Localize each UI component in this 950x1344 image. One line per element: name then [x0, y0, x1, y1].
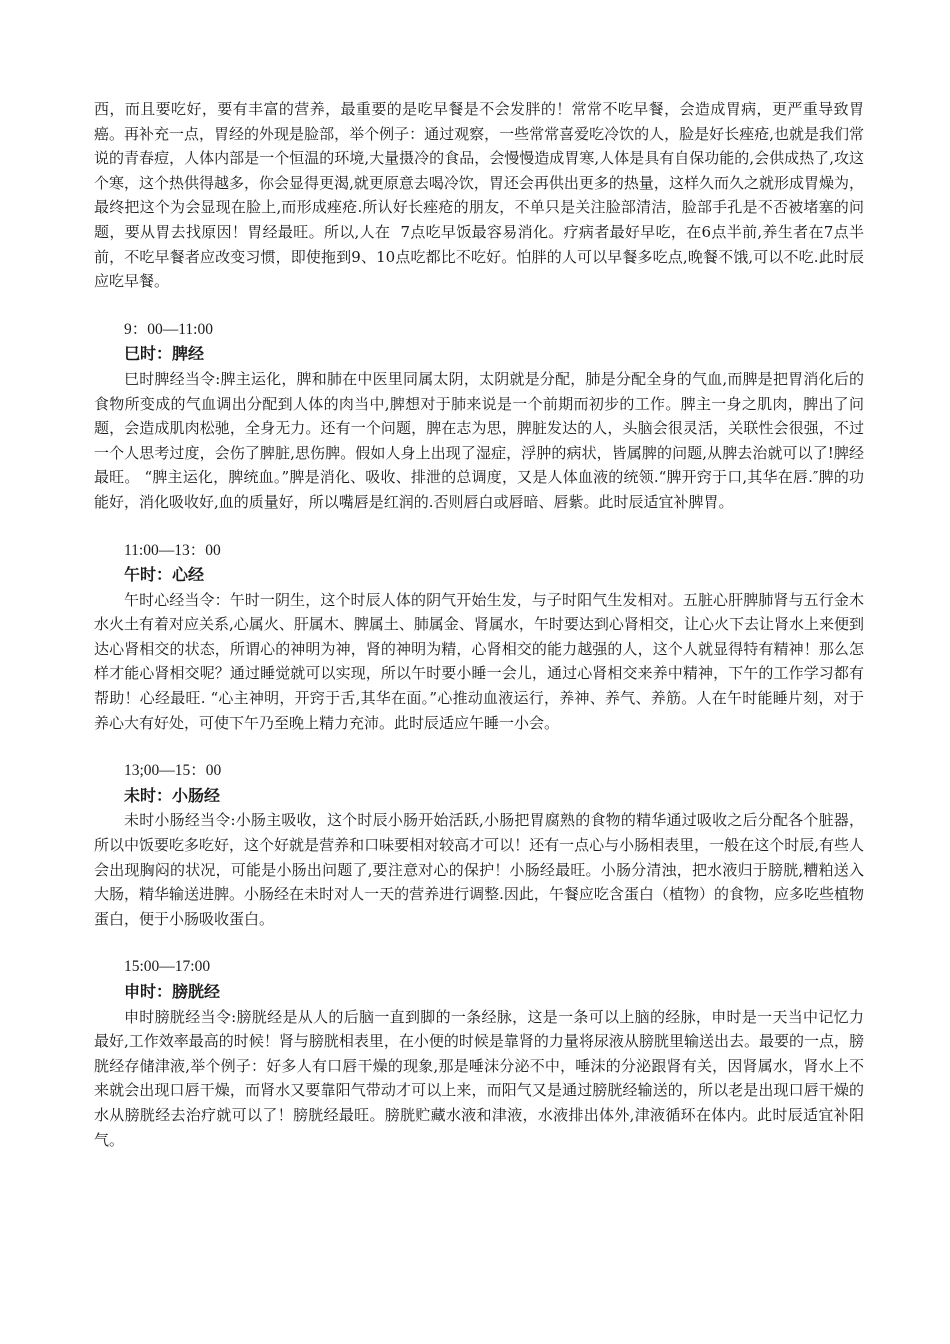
intro-paragraph: 西，而且要吃好，要有丰富的营养，最重要的是吃早餐是不会发胖的！常常不吃早餐，会造成胃病，更严重导致胃癌。再补充一点，胃经的外现是脸部，举个例子：通过观察，一些常常喜爱吃冷饮的人，脸是好长痤疮,也就是我们常说的青春痘，人体内部是一个恒温的环境,大量摄冷的食品，会慢慢造成胃寒,人体是具有自保功能的,会供成热了,攻这个寒，这个热供得越多，你会显得更渴,就更原意去喝冷饮，胃还会再供出更多的热量，这样久而久之就形成胃燥为，最终把这个为会显现在脸上,而形成痤疮.所认好长痤疮的朋友，不单只是关注脸部清洁，脸部手孔是不否被堵塞的问题，要从胃去找原因！胃经最旺。所以,人在 7点吃早饭最容易消化。疗病者最好早吃，在6点半前,养生者在7点半前，不吃早餐者应改变习惯，即使拖到9、10点吃都比不吃好。怕胖的人可以早餐多吃点,晚餐不饿,可以不吃.此时辰应吃早餐。: [94, 100, 864, 291]
section-body: 未时小肠经当令:小肠主吸收，这个时辰小肠开始活跃,小肠把胃腐熟的食物的精华通过吸收之后分配各个脏器，所以中饭要吃多吃好，这个好就是营养和口味要相对较高才可以！还有一点心与小肠相表里，一般在这个时辰,有些人会出现胸闷的状况，可能是小肠出问题了,要注意对心的保护！小肠经最旺。小肠分清浊，把水液归于膀胱,糟粕送入大肠，精华输送进脾。小肠经在未时对人一天的营养进行调整.因此，午餐应吃含蛋白（植物）的食物，应多吃些植物蛋白，便于小肠吸收蛋白。: [94, 811, 864, 928]
document-page: [94, 97, 864, 1152]
section-heading: 未时：小肠经: [124, 785, 221, 805]
section-wu-shi: [94, 539, 864, 736]
section-time: 11:00—13：00: [124, 541, 221, 559]
section-body: 午时心经当令：午时一阴生，这个时辰人体的阴气开始生发，与子时阳气生发相对。五脏心肝脾肺肾与五行金木水火土有着对应关系,心属火、肝属木、脾属土、肺属金、肾属水，午时要达到心肾相交，让心火下去让肾水上来便到达心肾相交的状态，所谓心的神明为神，肾的神明为精，心肾相交的能力越强的人，这个人就显得特有精神！那么怎样才能心肾相交呢？通过睡觉就可以实现，所以午时要小睡一会儿，通过心肾相交来养中精神，下午的工作学习都有帮助！心经最旺. “心主神明，开窍于舌,其华在面。”心推动血液运行，养神、养气、养筋。人在午时能睡片刻，对于养心大有好处，可使下午乃至晚上精力充沛。此时辰适应午睡一小会。: [94, 590, 864, 732]
section-body: 巳时脾经当令:脾主运化，脾和肺在中医里同属太阴，太阴就是分配，肺是分配全身的气血,而脾是把胃消化后的食物所变成的气血调出分配到人体的肉当中,脾想对于肺来说是一个前期而初步的工作。脾主一身之肌肉，脾出了问题，会造成肌肉松驰，全身无力。还有一个问题，脾在志为思，脾脏发达的人，头脑会很灵活，关联性会很强，不过一个人思考过度，会伤了脾脏,思伤脾。假如人身上出现了湿症，浮肿的病状，皆属脾的问题,从脾去治就可以了!脾经最旺。 “脾主运化，脾统血。”脾是消化、吸收、排泄的总调度，又是人体血液的统领.“脾开窍于口,其华在唇.″脾的功能好，消化吸收好,血的质量好，所以嘴唇是红润的.否则唇白或唇暗、唇紫。此时辰适宜补脾胃。: [94, 369, 864, 511]
section-body: 申时膀胱经当令:膀胱经是从人的后脑一直到脚的一条经脉，这是一条可以上脑的经脉，申时是一天当中记忆力最好,工作效率最高的时候！肾与膀胱相表里，在小便的时候是靠肾的力量将尿液从膀胱里输送出去。最要的一点，膀胱经存储津液,举个例子：好多人有口唇干燥的现象,那是唾沫分泌不中，唾沫的分泌跟肾有关，因肾属水，肾水上不来就会出现口唇干燥，而肾水又要靠阳气带动才可以上来，而阳气又是通过膀胱经输送的，所以老是出现口唇干燥的水从膀胱经去治疗就可以了！膀胱经最旺。膀胱贮藏水液和津液，水液排出体外,津液循环在体内。此时辰适宜补阳气。: [94, 1007, 864, 1149]
section-heading: 午时：心经: [124, 565, 205, 585]
section-heading: 申时：膀胱经: [124, 982, 221, 1001]
section-time: 9：00—11:00: [124, 320, 213, 338]
section-time: 13;00—15：00: [124, 762, 222, 780]
section-time: 15:00—17:00: [124, 958, 211, 976]
section-heading: 巳时：脾经: [124, 344, 205, 364]
section-shen-shi: [94, 955, 864, 1152]
section-si-shi: [94, 318, 864, 515]
section-wei-shi: [94, 759, 864, 931]
